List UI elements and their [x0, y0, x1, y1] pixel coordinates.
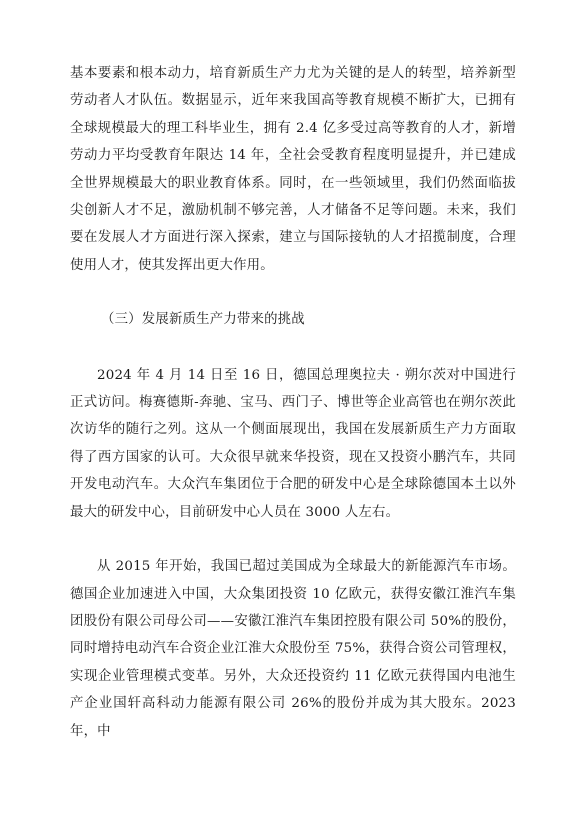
paragraph-talent-development: 基本要素和根本动力，培育新质生产力尤为关键的是人的转型，培养新型劳动者人才队伍。数据显示，近年来我国高等教育规模不断扩大，已拥有全球规模最大的理工科毕业生，拥有 2.4 亿多受过高等教育的人才，新增劳动力平均受教育年限达 14 年，全社会受教育程度明显提升，并已建成全世界规模最大的职业教育体系。同时，在一些领域里，我们仍然面临拔尖创新人才不足，激励机制不够完善，人才储备不足等问题。未来，我们要在发展人才方面进行深入探索，建立与国际接轨的人才招揽制度，合理使用人才，使其发挥出更大作用。	[70, 66, 516, 273]
paragraph-spacer	[70, 279, 516, 306]
section-heading: （三）发展新质生产力带来的挑战	[101, 312, 305, 328]
paragraph-spacer	[70, 526, 516, 553]
paragraph-ev-market: 从 2015 年开始，我国已超过美国成为全球最大的新能源汽车市场。德国企业加速进入中国，大众集团投资 10 亿欧元，获得安徽江淮汽车集团股份有限公司母公司——安徽江淮汽车集团控股有限公司 50%的股份，同时增持电动汽车合资企业江淮大众股份至 75%，获得合资公司管理权，实现企业管理模式变革。另外，大众还投资约 11 亿欧元获得国内电池生产企业国轩高科动力能源有限公司 26%的股份并成为其大股东。2023 年，中	[70, 559, 516, 739]
paragraph-spacer	[70, 334, 516, 362]
paragraph-germany-visit: 2024 年 4 月 14 日至 16 日，德国总理奥拉夫 · 朔尔茨对中国进行正式访问。梅赛德斯-奔驰、宝马、西门子、博世等企业高管也在朔尔茨此次访华的随行之列。这从一个侧面展现出，我国在发展新质生产力方面取得了西方国家的认可。大众很早就来华投资，现在又投资小鹏汽车，共同开发电动汽车。大众汽车集团位于合肥的研发中心是全球除德国本土以外最大的研发中心，目前研发中心人员在 3000 人左右。	[70, 367, 516, 520]
